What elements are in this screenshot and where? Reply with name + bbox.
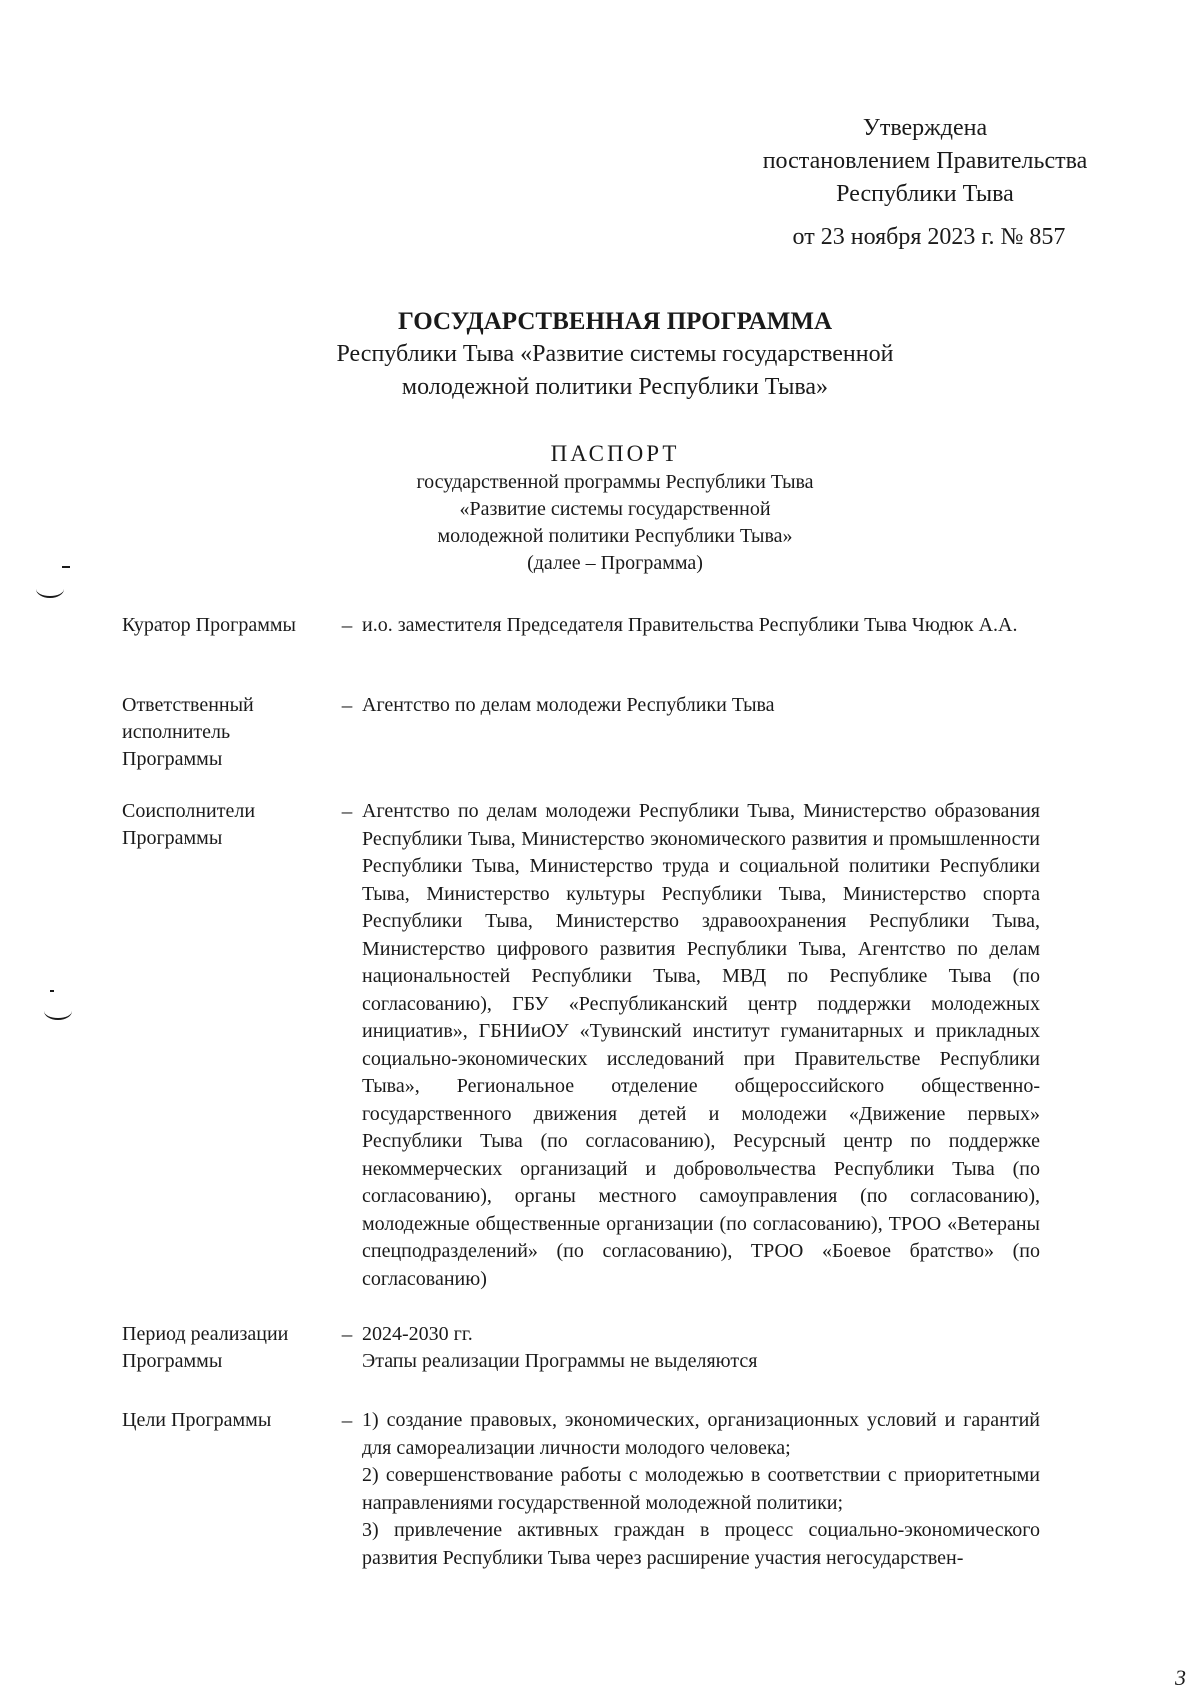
- row-dash: –: [341, 799, 353, 823]
- approval-line-3: Республики Тыва: [836, 181, 1014, 207]
- row-value-line: 2024-2030 гг.: [362, 1323, 473, 1345]
- row-dash: –: [341, 1322, 353, 1346]
- row-responsible: [122, 692, 1142, 774]
- row-value: и.о. заместителя Председателя Правительства Республики Тыва Чюдюк А.А.: [362, 614, 1018, 636]
- approval-date: от 23 ноября 2023 г. № 857: [792, 224, 1066, 250]
- row-coexecutors: [122, 798, 1040, 1293]
- approval-block: [700, 112, 1150, 254]
- row-value: [362, 1407, 1040, 1572]
- row-value: Агентство по делам молодежи Республики Тыва, Министерство образования Республики Тыва, Министерство экономического развития и промышленности Республики Тыва, Министерство труда и социальной политики Республики Тыва, Министерство культуры Республики Тыва, Министерство спорта Республики Тыва, Министерство здравоохранения Республики Тыва, Министерство цифрового развития Республики Тыва, Агентство по делам национальностей Республики Тыва, МВД по Республике Тыва (по согласованию), ГБУ «Республиканский центр поддержки молодежных инициатив», ГБНИиОУ «Тувинский институт гуманитарных и прикладных социально-экономических исследований при Правительстве Республики Тыва», Региональное отделение общероссийского общественно-государственного движения детей и молодежи «Движение первых» Республики Тыва (по согласованию), Ресурсный центр по поддержке некоммерческих организаций и добровольчества Республики Тыва (по согласованию), органы местного самоуправления (по согласованию), молодежные общественные организации (по согласованию), ТРОО «Ветераны спецподразделений» (по согласованию), ТРОО «Боевое братство» (по согласованию): [362, 800, 1040, 1290]
- row-value-line: 2) совершенствование работы с молодежью в соответствии с приоритетными направлениями государственной молодежной политики;: [362, 1464, 1040, 1514]
- row-label: Куратор Программы: [122, 614, 296, 636]
- row-goals: [122, 1407, 1040, 1572]
- program-title: [220, 305, 1010, 404]
- row-label: Ответственный исполнитель Программы: [122, 694, 254, 770]
- program-title-line-3: молодежной политики Республики Тыва»: [401, 374, 829, 400]
- passport-table: [122, 612, 1142, 1572]
- passport-line-3: молодежной политики Республики Тыва»: [437, 525, 793, 547]
- passport-heading: [320, 440, 910, 577]
- approval-line-1: Утверждена: [862, 115, 988, 141]
- scan-mark: [44, 1002, 72, 1020]
- approval-line-2: постановлением Правительства: [762, 148, 1088, 174]
- row-value: Агентство по делам молодежи Республики Тыва: [362, 694, 775, 716]
- row-dash: –: [341, 693, 353, 717]
- row-value-line: Этапы реализации Программы не выделяются: [362, 1350, 758, 1372]
- row-label: Период реализации Программы: [122, 1323, 289, 1372]
- program-title-main: ГОСУДАРСТВЕННАЯ ПРОГРАММА: [397, 308, 833, 335]
- row-dash: –: [341, 1408, 353, 1432]
- row-value-line: 1) создание правовых, экономических, организационных условий и гарантий для самореализации личности молодого человека;: [362, 1409, 1040, 1459]
- passport-line-4: (далее – Программа): [527, 552, 703, 574]
- row-value-line: 3) привлечение активных граждан в процесс социально-экономического развития Республики Тыва через расширение участия негосударствен-: [362, 1519, 1040, 1569]
- row-period: [122, 1321, 1142, 1381]
- program-title-line-2: Республики Тыва «Развитие системы государственной: [336, 341, 894, 367]
- row-label: Цели Программы: [122, 1409, 272, 1431]
- row-value: [362, 1321, 1142, 1381]
- scan-mark-tick: [62, 566, 70, 568]
- scan-mark: [36, 580, 64, 598]
- scan-mark-tick: [50, 990, 54, 992]
- page-number: 3: [1175, 1665, 1186, 1690]
- row-curator: [122, 612, 1050, 684]
- passport-line-1: государственной программы Республики Тыва: [416, 471, 814, 493]
- passport-word: ПАСПОРТ: [550, 441, 680, 466]
- passport-line-2: «Развитие системы государственной: [459, 498, 771, 520]
- row-label: Соисполнители Программы: [122, 800, 256, 849]
- row-dash: –: [341, 613, 353, 637]
